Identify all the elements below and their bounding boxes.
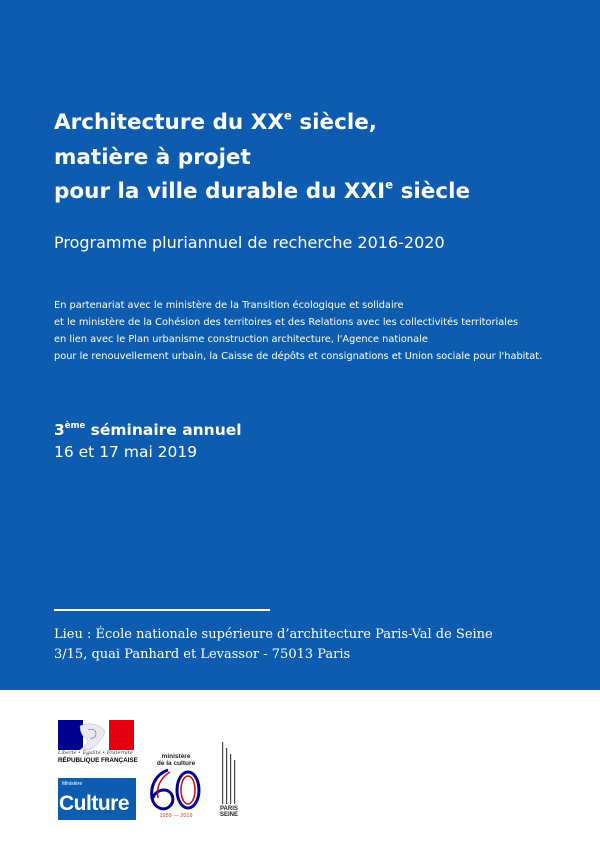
title-line-3: pour la ville durable du XXIe siècle bbox=[54, 177, 471, 204]
subtitle: Programme pluriannuel de recherche 2016-2020 bbox=[54, 233, 445, 252]
title-line-1: Architecture du XXe siècle, bbox=[54, 108, 377, 135]
rf-motto: Liberté • Égalité • Fraternité bbox=[58, 750, 133, 756]
seminar-dates: 16 et 17 mai 2019 bbox=[54, 443, 198, 461]
partners-line: pour le renouvellement urbain, la Caisse de dépôts et consignations et Union sociale pour l'habitat. bbox=[54, 351, 543, 362]
paris-seine-label: PARIS SEINE bbox=[220, 806, 239, 818]
partners-line: en lien avec le Plan urbanisme construction architecture, l'Agence nationale bbox=[54, 334, 428, 345]
title-line-2: matière à projet bbox=[54, 145, 251, 170]
marianne-flag-icon bbox=[58, 720, 134, 750]
seminar-title: 3ème séminaire annuel bbox=[54, 421, 242, 439]
partners-text bbox=[54, 297, 542, 365]
partners-line: et le ministère de la Cohésion des territoires et des Relations avec les collectivités territoriales bbox=[54, 317, 519, 328]
rf-name: RÉPUBLIQUE FRANÇAISE bbox=[58, 757, 138, 764]
sixty-top-label: ministère de la culture bbox=[156, 753, 196, 767]
seminar-block bbox=[54, 419, 242, 463]
venue-line-2: 3/15, quai Panhard et Levassor - 75013 Paris bbox=[54, 647, 351, 662]
sixty-years-logo bbox=[142, 750, 208, 826]
logos-strip bbox=[0, 690, 600, 849]
paris-val-de-seine-logo bbox=[220, 742, 242, 822]
venue-line-1: Lieu : École nationale supérieure d’architecture Paris-Val de Seine bbox=[54, 627, 493, 642]
venue-block bbox=[54, 625, 493, 665]
partners-line: En partenariat avec le ministère de la Transition écologique et solidaire bbox=[54, 300, 404, 311]
divider-rule bbox=[54, 609, 270, 611]
culture-name: Culture bbox=[59, 792, 129, 815]
sixty-years-label: 1959 — 2019 bbox=[159, 813, 193, 819]
culture-logo bbox=[58, 778, 136, 820]
culture-small-label: Ministère bbox=[62, 781, 83, 787]
ensa-stripes-icon bbox=[220, 742, 242, 804]
republique-francaise-logo bbox=[58, 720, 138, 766]
